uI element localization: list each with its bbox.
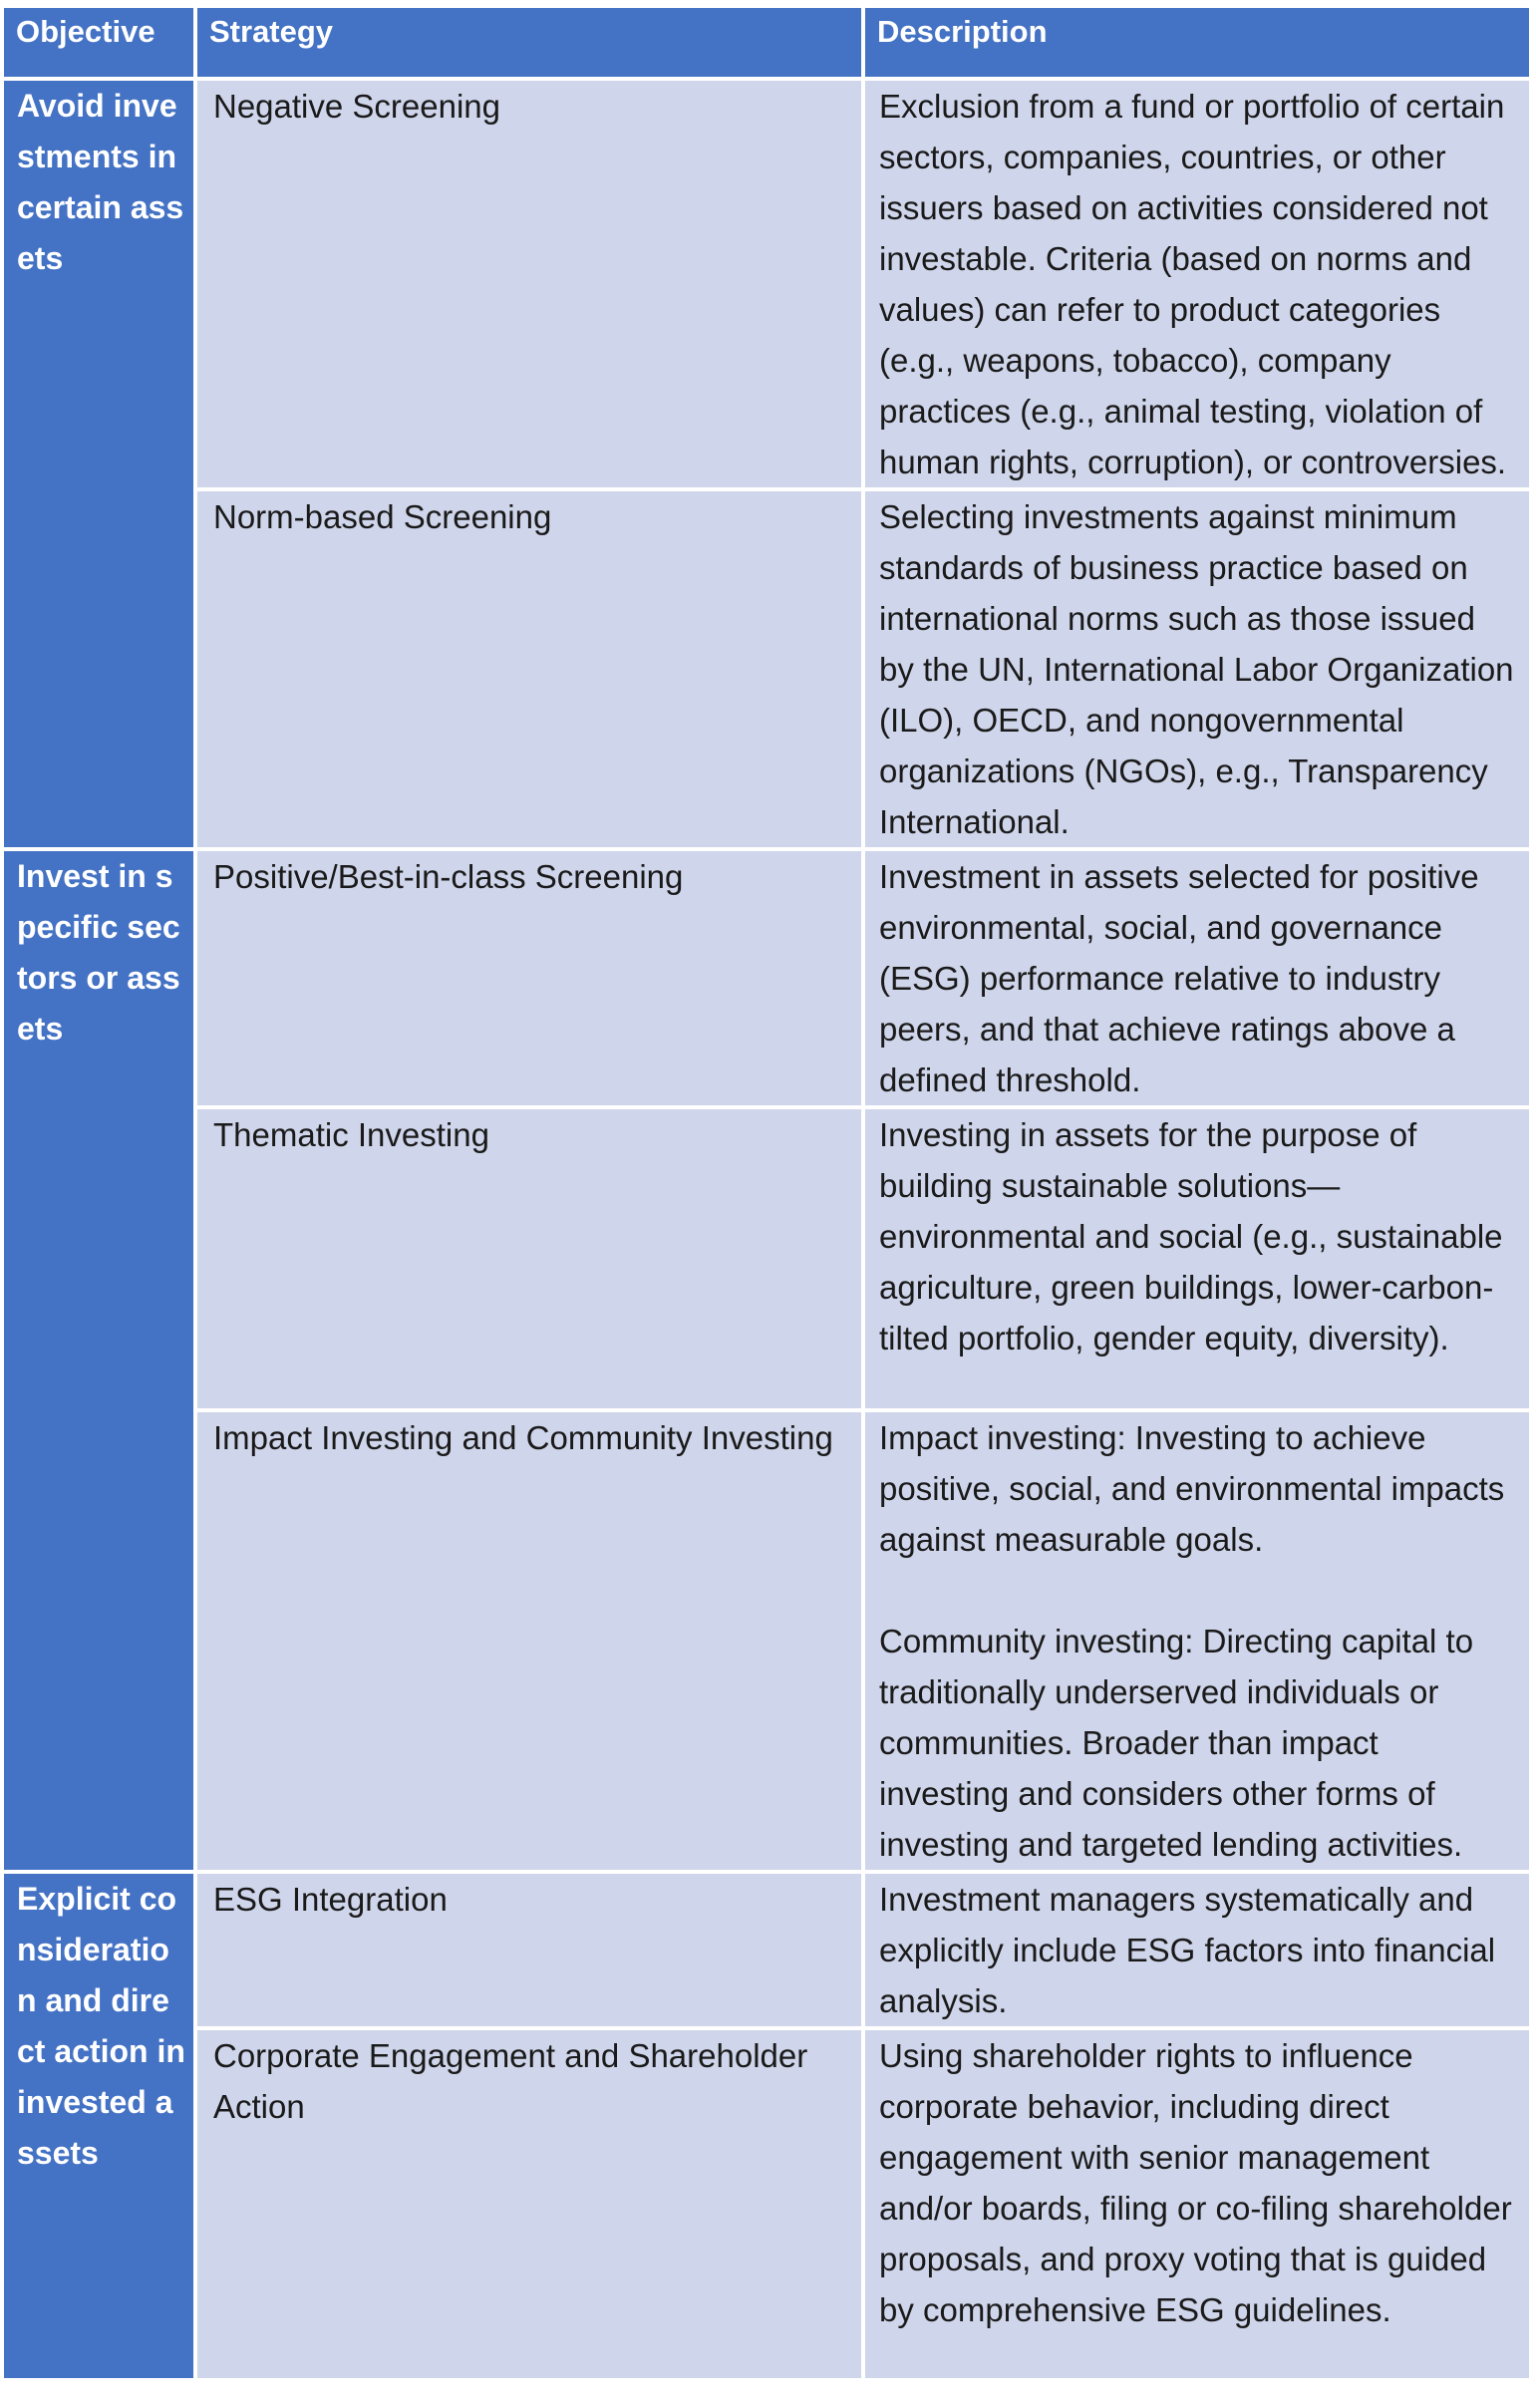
table-row (4, 851, 1529, 1105)
description-cell: Investing in assets for the purpose of building sustainable solutions—environmental and social (e.g., sustainable agriculture, green buildings, lower-carbon-tilted portfolio, gender equity, diversity). (865, 1109, 1529, 1408)
strategy-cell: ESG Integration (197, 1874, 861, 2026)
table-row (4, 491, 1529, 847)
description-cell: Impact investing: Investing to achieve positive, social, and environmental impacts against measurable goals. Community investing: Directing capital to traditionally underserved individuals or communities. Broader than impact investing and considers other forms of investing and targeted lending activities. (865, 1412, 1529, 1870)
header-description: Description (865, 8, 1529, 77)
strategy-cell: Impact Investing and Community Investing (197, 1412, 861, 1870)
table-row (4, 2030, 1529, 2378)
header-strategy: Strategy (197, 8, 861, 77)
header-row (4, 8, 1529, 77)
description-cell: Investment in assets selected for positive environmental, social, and governance (ESG) performance relative to industry peers, and that achieve ratings above a defined threshold. (865, 851, 1529, 1105)
objective-cell: Avoid investments in certain assets (4, 81, 193, 847)
table-row (4, 1412, 1529, 1870)
strategy-cell: Thematic Investing (197, 1109, 861, 1408)
table-row (4, 81, 1529, 487)
strategy-cell: Corporate Engagement and Shareholder Action (197, 2030, 861, 2378)
strategy-cell: Norm-based Screening (197, 491, 861, 847)
objective-cell: Invest in specific sectors or assets (4, 851, 193, 1870)
esg-strategy-table-container (4, 8, 1533, 2378)
description-cell: Using shareholder rights to influence corporate behavior, including direct engagement with senior management and/or boards, filing or co-filing shareholder proposals, and proxy voting that is guided by comprehensive ESG guidelines. (865, 2030, 1529, 2378)
header-objective: Objective (4, 8, 193, 77)
strategy-cell: Positive/Best-in-class Screening (197, 851, 861, 1105)
table-row (4, 1874, 1529, 2026)
strategy-cell: Negative Screening (197, 81, 861, 487)
description-cell: Selecting investments against minimum standards of business practice based on international norms such as those issued by the UN, International Labor Organization (ILO), OECD, and nongovernmental organizations (NGOs), e.g., Transparency International. (865, 491, 1529, 847)
esg-strategy-table (0, 4, 1533, 2382)
table-row (4, 1109, 1529, 1408)
objective-cell: Explicit consideration and direct action in invested assets (4, 1874, 193, 2378)
description-cell: Investment managers systematically and explicitly include ESG factors into financial analysis. (865, 1874, 1529, 2026)
description-cell: Exclusion from a fund or portfolio of certain sectors, companies, countries, or other issuers based on activities considered not investable. Criteria (based on norms and values) can refer to product categories (e.g., weapons, tobacco), company practices (e.g., animal testing, violation of human rights, corruption), or controversies. (865, 81, 1529, 487)
